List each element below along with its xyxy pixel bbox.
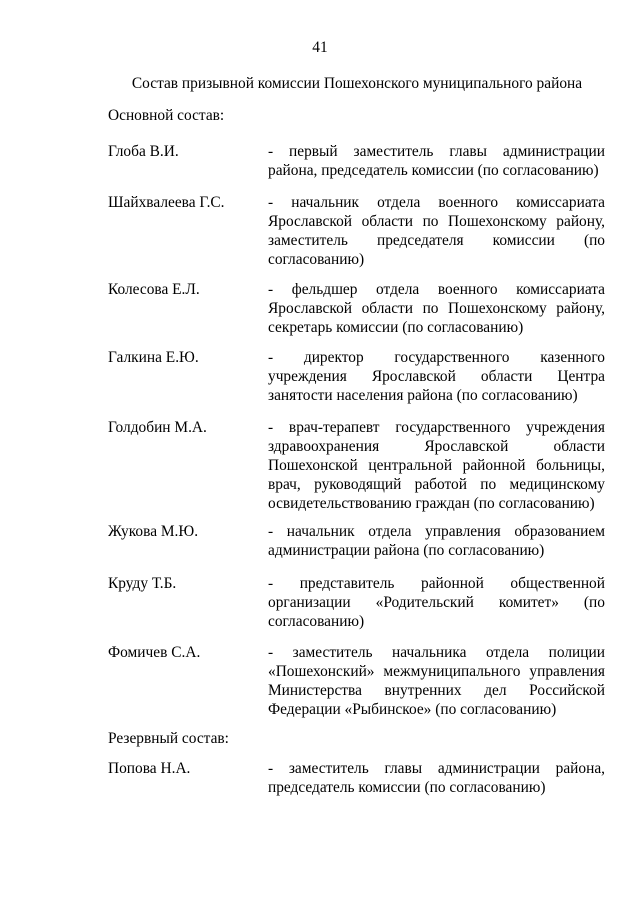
document-title: Состав призывной комиссии Пошехонского муниципального района: [131, 75, 583, 92]
page-number: 41: [312, 39, 328, 56]
member-role: - начальник отдела управления образованием администрации района (по согласованию): [268, 523, 605, 559]
main-section-label: Основной состав:: [108, 107, 225, 124]
member-role: - врач-терапевт государственного учреждения здравоохранения Ярославской области Пошехонской центральной районной больницы, врач, руководящий работой по медицинскому освидетельствованию граждан (по согласованию): [268, 419, 605, 512]
member-role: - представитель районной общественной организации «Родительский комитет» (по согласованию): [268, 575, 605, 630]
reserve-section-label: Резервный состав:: [108, 730, 229, 747]
member-role: - директор государственного казенного учреждения Ярославской области Центра занятости населения района (по согласованию): [268, 349, 605, 404]
member-name: Шайхвалеева Г.С.: [108, 194, 225, 211]
member-name: Попова Н.А.: [108, 760, 191, 777]
member-role: - фельдшер отдела военного комиссариата Ярославской области по Пошехонскому району, секретарь комиссии (по согласованию): [268, 281, 605, 336]
member-role: - начальник отдела военного комиссариата Ярославской области по Пошехонскому району, заместитель председателя комиссии (по согласованию): [268, 194, 605, 268]
member-name: Фомичев С.А.: [108, 644, 201, 661]
member-role: - первый заместитель главы администрации района, председатель комиссии (по согласованию): [268, 143, 605, 179]
member-role: - заместитель начальника отдела полиции «Пошехонский» межмуниципального управления Министерства внутренних дел Российской Федерации «Рыбинское» (по согласованию): [268, 644, 605, 718]
member-name: Колесова Е.Л.: [108, 281, 200, 298]
member-role: - заместитель главы администрации района, председатель комиссии (по согласованию): [268, 760, 605, 796]
member-name: Галкина Е.Ю.: [108, 349, 199, 366]
member-name: Круду Т.Б.: [108, 575, 177, 592]
member-name: Голдобин М.А.: [108, 419, 207, 436]
member-name: Жукова М.Ю.: [108, 523, 199, 540]
member-name: Глоба В.И.: [108, 143, 179, 160]
